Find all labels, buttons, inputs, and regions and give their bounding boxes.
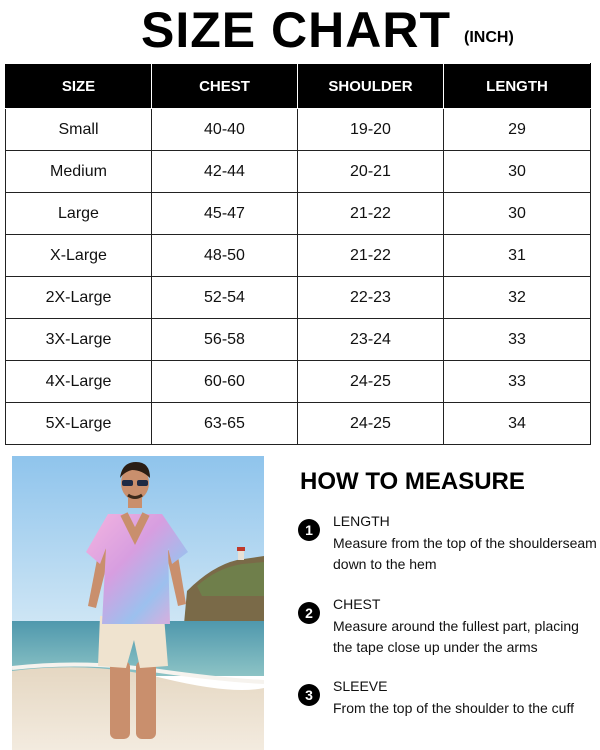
step-number-2-icon: 2 xyxy=(298,602,320,624)
chest-cell: 52-54 xyxy=(152,277,298,319)
column-header: LENGTH xyxy=(444,64,591,109)
length-cell: 29 xyxy=(444,109,591,151)
step-description: Measure around the fullest part, placing the tape close up under the arms xyxy=(333,618,579,655)
length-cell: 31 xyxy=(444,235,591,277)
length-cell: 33 xyxy=(444,319,591,361)
chest-cell: 40-40 xyxy=(152,109,298,151)
shoulder-cell: 20-21 xyxy=(298,151,444,193)
chest-cell: 63-65 xyxy=(152,403,298,445)
shoulder-cell: 24-25 xyxy=(298,361,444,403)
size-cell: Large xyxy=(6,193,152,235)
size-table xyxy=(5,63,591,445)
table-row xyxy=(6,277,591,319)
step-heading: SLEEVE xyxy=(333,678,388,694)
step-description: From the top of the shoulder to the cuff xyxy=(333,700,574,716)
table-row xyxy=(6,235,591,277)
beach-model-illustration xyxy=(12,456,264,750)
table-row xyxy=(6,193,591,235)
step-number-3-icon: 3 xyxy=(298,684,320,706)
shoulder-cell: 22-23 xyxy=(298,277,444,319)
length-cell: 33 xyxy=(444,361,591,403)
shoulder-cell: 24-25 xyxy=(298,403,444,445)
step-number-1-icon: 1 xyxy=(298,519,320,541)
table-row xyxy=(6,151,591,193)
size-cell: Small xyxy=(6,109,152,151)
chest-cell: 45-47 xyxy=(152,193,298,235)
size-cell: 2X-Large xyxy=(6,277,152,319)
chest-cell: 56-58 xyxy=(152,319,298,361)
shoulder-cell: 19-20 xyxy=(298,109,444,151)
column-header: SIZE xyxy=(6,64,152,109)
chest-cell: 42-44 xyxy=(152,151,298,193)
table-row xyxy=(6,109,591,151)
size-cell: X-Large xyxy=(6,235,152,277)
column-header: CHEST xyxy=(152,64,298,109)
table-header-row xyxy=(6,64,591,109)
table-row xyxy=(6,403,591,445)
step-heading: LENGTH xyxy=(333,513,390,529)
table-row xyxy=(6,361,591,403)
length-cell: 30 xyxy=(444,151,591,193)
model-photo xyxy=(12,456,264,750)
table-row xyxy=(6,319,591,361)
how-to-measure-title: HOW TO MEASURE xyxy=(300,468,525,495)
chest-cell: 60-60 xyxy=(152,361,298,403)
size-cell: 5X-Large xyxy=(6,403,152,445)
size-cell: Medium xyxy=(6,151,152,193)
shoulder-cell: 21-22 xyxy=(298,235,444,277)
length-cell: 34 xyxy=(444,403,591,445)
chest-cell: 48-50 xyxy=(152,235,298,277)
length-cell: 32 xyxy=(444,277,591,319)
step-heading: CHEST xyxy=(333,596,381,612)
length-cell: 30 xyxy=(444,193,591,235)
title-bar xyxy=(0,0,600,60)
size-cell: 3X-Large xyxy=(6,319,152,361)
shoulder-cell: 23-24 xyxy=(298,319,444,361)
size-cell: 4X-Large xyxy=(6,361,152,403)
unit-label: (INCH) xyxy=(464,29,514,46)
page-title: SIZE CHART xyxy=(141,2,451,58)
step-description: Measure from the top of the shoulderseam down to the hem xyxy=(333,535,597,572)
column-header: SHOULDER xyxy=(298,64,444,109)
shoulder-cell: 21-22 xyxy=(298,193,444,235)
